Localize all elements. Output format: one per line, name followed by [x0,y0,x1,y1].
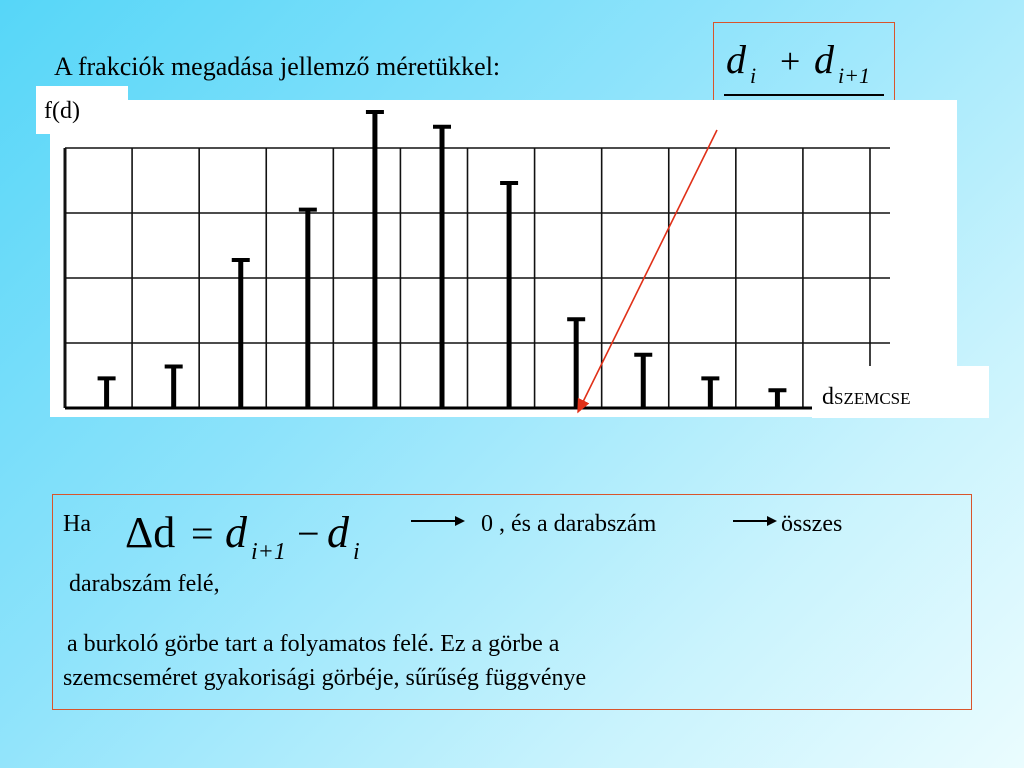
right-arrow-icon [731,511,781,531]
formula-sub-i: i [750,63,757,88]
info-zero-text: 0 , és a darabszám [481,511,657,537]
x-axis-label-sub: SZEMCSE [834,389,911,408]
y-axis-label: f(d) [36,86,128,134]
info-box [52,494,972,710]
eq-minus: − [297,511,320,556]
info-prefix: Ha [63,511,91,537]
info-line-2: darabszám felé, [69,571,220,597]
eq-sub2: i [353,539,360,565]
eq-delta: Δd [125,508,176,557]
info-line-3: a burkoló görbe tart a folyamatos felé. Ez a görbe a [67,631,560,657]
formula-sub-i1: i+1 [838,63,870,88]
slide-heading: A frakciók megadása jellemző méretükkel: [54,52,501,81]
eq-sub1: i+1 [251,539,286,565]
x-axis-label [812,366,989,418]
right-arrow-icon [409,511,469,531]
info-line-4: szemcseméret gyakorisági görbéje, sűrűség függvénye [63,665,587,691]
eq-equals: = [191,511,214,556]
delta-equation [121,495,401,575]
formula-d-i1: d [814,37,834,82]
eq-d2: d [327,508,349,557]
info-total-text: összes [781,511,843,537]
formula-d-i: d [726,37,746,82]
eq-d1: d [225,508,247,557]
x-axis-label-main: d [822,384,834,410]
formula-plus: + [780,41,801,81]
